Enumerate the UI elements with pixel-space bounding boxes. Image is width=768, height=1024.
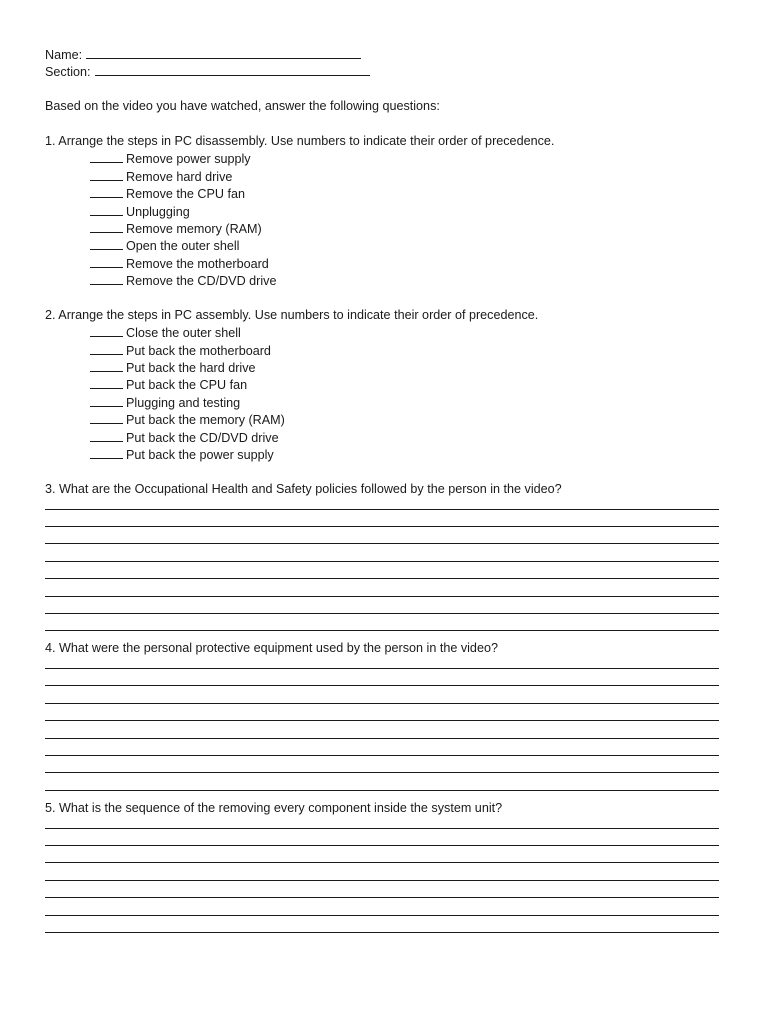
step-label: Put back the CPU fan xyxy=(126,378,248,393)
answer-line[interactable] xyxy=(45,829,719,846)
step-label: Open the outer shell xyxy=(126,239,240,254)
step-label: Close the outer shell xyxy=(126,326,241,341)
name-row xyxy=(45,46,721,63)
step-label: Remove the motherboard xyxy=(126,256,269,271)
answer-line[interactable] xyxy=(45,686,719,703)
step-item xyxy=(45,429,721,446)
step-label: Remove the CPU fan xyxy=(126,187,245,202)
order-blank[interactable] xyxy=(90,220,123,233)
step-item xyxy=(45,168,721,185)
worksheet-content xyxy=(45,46,721,942)
order-blank[interactable] xyxy=(90,255,123,268)
answer-line[interactable] xyxy=(45,756,719,773)
step-item xyxy=(45,342,721,359)
answer-line[interactable] xyxy=(45,916,719,933)
order-blank[interactable] xyxy=(90,359,123,372)
answer-line[interactable] xyxy=(45,527,719,544)
order-blank[interactable] xyxy=(90,272,123,285)
step-item xyxy=(45,150,721,167)
question-4-prompt: 4. What were the personal protective equipment used by the person in the video? xyxy=(45,641,498,656)
answer-line[interactable] xyxy=(45,898,719,915)
step-item xyxy=(45,237,721,254)
question-2-steps xyxy=(45,324,721,463)
section-field[interactable] xyxy=(95,63,370,76)
order-blank[interactable] xyxy=(90,342,123,355)
question-2-prompt: 2. Arrange the steps in PC assembly. Use numbers to indicate their order of precedence. xyxy=(45,307,539,322)
answer-line[interactable] xyxy=(45,721,719,738)
question-1-prompt: 1. Arrange the steps in PC disassembly. Use numbers to indicate their order of precedence. xyxy=(45,133,555,148)
answer-line[interactable] xyxy=(45,597,719,614)
answer-line[interactable] xyxy=(45,544,719,561)
order-blank[interactable] xyxy=(90,394,123,407)
question-1-steps xyxy=(45,150,721,289)
step-item xyxy=(45,394,721,411)
step-label: Put back the memory (RAM) xyxy=(126,413,285,428)
answer-line[interactable] xyxy=(45,846,719,863)
question-5-prompt: 5. What is the sequence of the removing every component inside the system unit? xyxy=(45,800,503,815)
answer-line[interactable] xyxy=(45,773,719,790)
step-label: Remove hard drive xyxy=(126,169,233,184)
order-blank[interactable] xyxy=(90,168,123,181)
step-label: Put back the hard drive xyxy=(126,361,256,376)
step-item xyxy=(45,220,721,237)
order-blank[interactable] xyxy=(90,411,123,424)
step-item xyxy=(45,376,721,393)
section-label: Section: xyxy=(45,65,91,80)
question-3-prompt: 3. What are the Occupational Health and Safety policies followed by the person in the video? xyxy=(45,481,562,496)
answer-line[interactable] xyxy=(45,579,719,596)
question-3-answer-area[interactable] xyxy=(45,492,719,631)
step-item xyxy=(45,185,721,202)
answer-line[interactable] xyxy=(45,863,719,880)
step-item xyxy=(45,203,721,220)
step-item xyxy=(45,255,721,272)
step-label: Put back the motherboard xyxy=(126,343,271,358)
section-row xyxy=(45,63,721,80)
order-blank[interactable] xyxy=(90,185,123,198)
order-blank[interactable] xyxy=(90,376,123,389)
step-label: Plugging and testing xyxy=(126,395,241,410)
name-field[interactable] xyxy=(86,46,361,59)
step-item xyxy=(45,411,721,428)
order-blank[interactable] xyxy=(90,203,123,216)
step-item xyxy=(45,359,721,376)
question-4-answer-area[interactable] xyxy=(45,652,719,791)
order-blank[interactable] xyxy=(90,429,123,442)
order-blank[interactable] xyxy=(90,237,123,250)
step-label: Remove memory (RAM) xyxy=(126,221,262,236)
answer-line[interactable] xyxy=(45,614,719,631)
step-item xyxy=(45,324,721,341)
answer-line[interactable] xyxy=(45,704,719,721)
answer-line[interactable] xyxy=(45,562,719,579)
name-label: Name: xyxy=(45,48,83,62)
answer-line[interactable] xyxy=(45,881,719,898)
order-blank[interactable] xyxy=(90,324,123,337)
order-blank[interactable] xyxy=(90,150,123,163)
step-label: Unplugging xyxy=(126,204,190,219)
answer-line[interactable] xyxy=(45,669,719,686)
step-label: Put back the power supply xyxy=(126,447,274,462)
order-blank[interactable] xyxy=(90,446,123,459)
step-item xyxy=(45,446,721,463)
step-label: Remove the CD/DVD drive xyxy=(126,274,277,289)
step-item xyxy=(45,272,721,289)
question-5-answer-area[interactable] xyxy=(45,811,719,933)
step-label: Put back the CD/DVD drive xyxy=(126,430,279,445)
step-label: Remove power supply xyxy=(126,152,251,167)
answer-line[interactable] xyxy=(45,510,719,527)
instructions: Based on the video you have watched, answer the following questions: xyxy=(45,99,440,114)
answer-line[interactable] xyxy=(45,739,719,756)
